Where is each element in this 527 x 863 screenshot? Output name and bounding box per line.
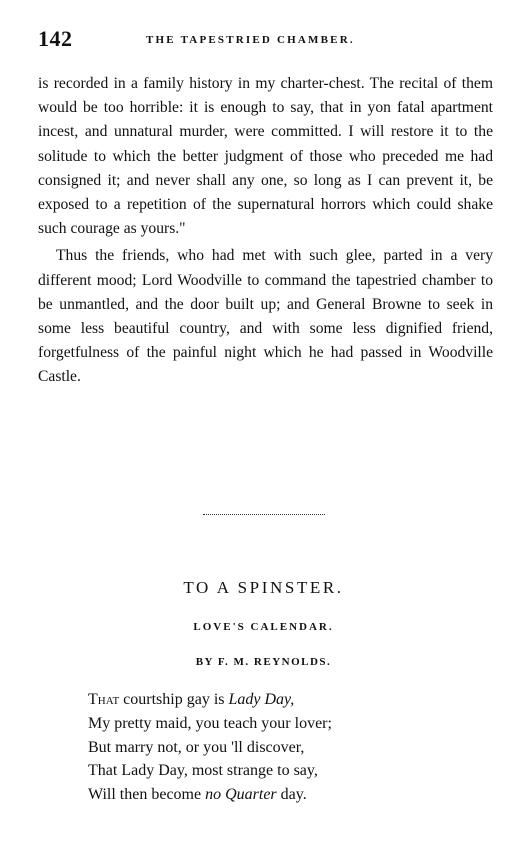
- poem-subtitle: LOVE'S CALENDAR.: [193, 621, 334, 633]
- page-number: 142: [38, 26, 73, 51]
- story-paragraph-1: is recorded in a family history in my charter-chest. The recital of them would be too horrible: it is enough to say, that in yon fatal apartment incest, and unnatural murder, were committed. I will restore it to the solitude to which the better judgment of those who preceded me had consigned it; and never shall any one, so long as I can prevent it, be exposed to a repetition of the supernatural horrors which could shake such courage as yours.": [38, 75, 493, 238]
- poem-body: [88, 688, 448, 807]
- story-paragraph-2: Thus the friends, who had met with such glee, parted in a very different mood; Lord Woodville to command the tapestried chamber to be unmantled, and the door built up; and General Browne to seek in some less beautiful country, and with some less dignified friend, forgetfulness of the painful night which he had passed in Woodville Castle.: [38, 247, 493, 386]
- poem-author: BY F. M. REYNOLDS.: [195, 656, 332, 668]
- poem-line-1: That courtship gay is Lady Day,: [88, 691, 295, 708]
- poem-title: TO A SPINSTER.: [183, 578, 344, 597]
- section-divider: [203, 514, 325, 515]
- poem-line-5: Will then become no Quarter day.: [88, 786, 307, 804]
- story-text: [38, 72, 493, 390]
- page-header: [38, 26, 493, 52]
- poem-line-2: My pretty maid, you teach your lover;: [88, 714, 332, 732]
- poem-line-3: But marry not, or you 'll discover,: [88, 738, 305, 756]
- running-head: THE TAPESTRIED CHAMBER.: [146, 34, 355, 46]
- poem-line-4: That Lady Day, most strange to say,: [88, 762, 318, 780]
